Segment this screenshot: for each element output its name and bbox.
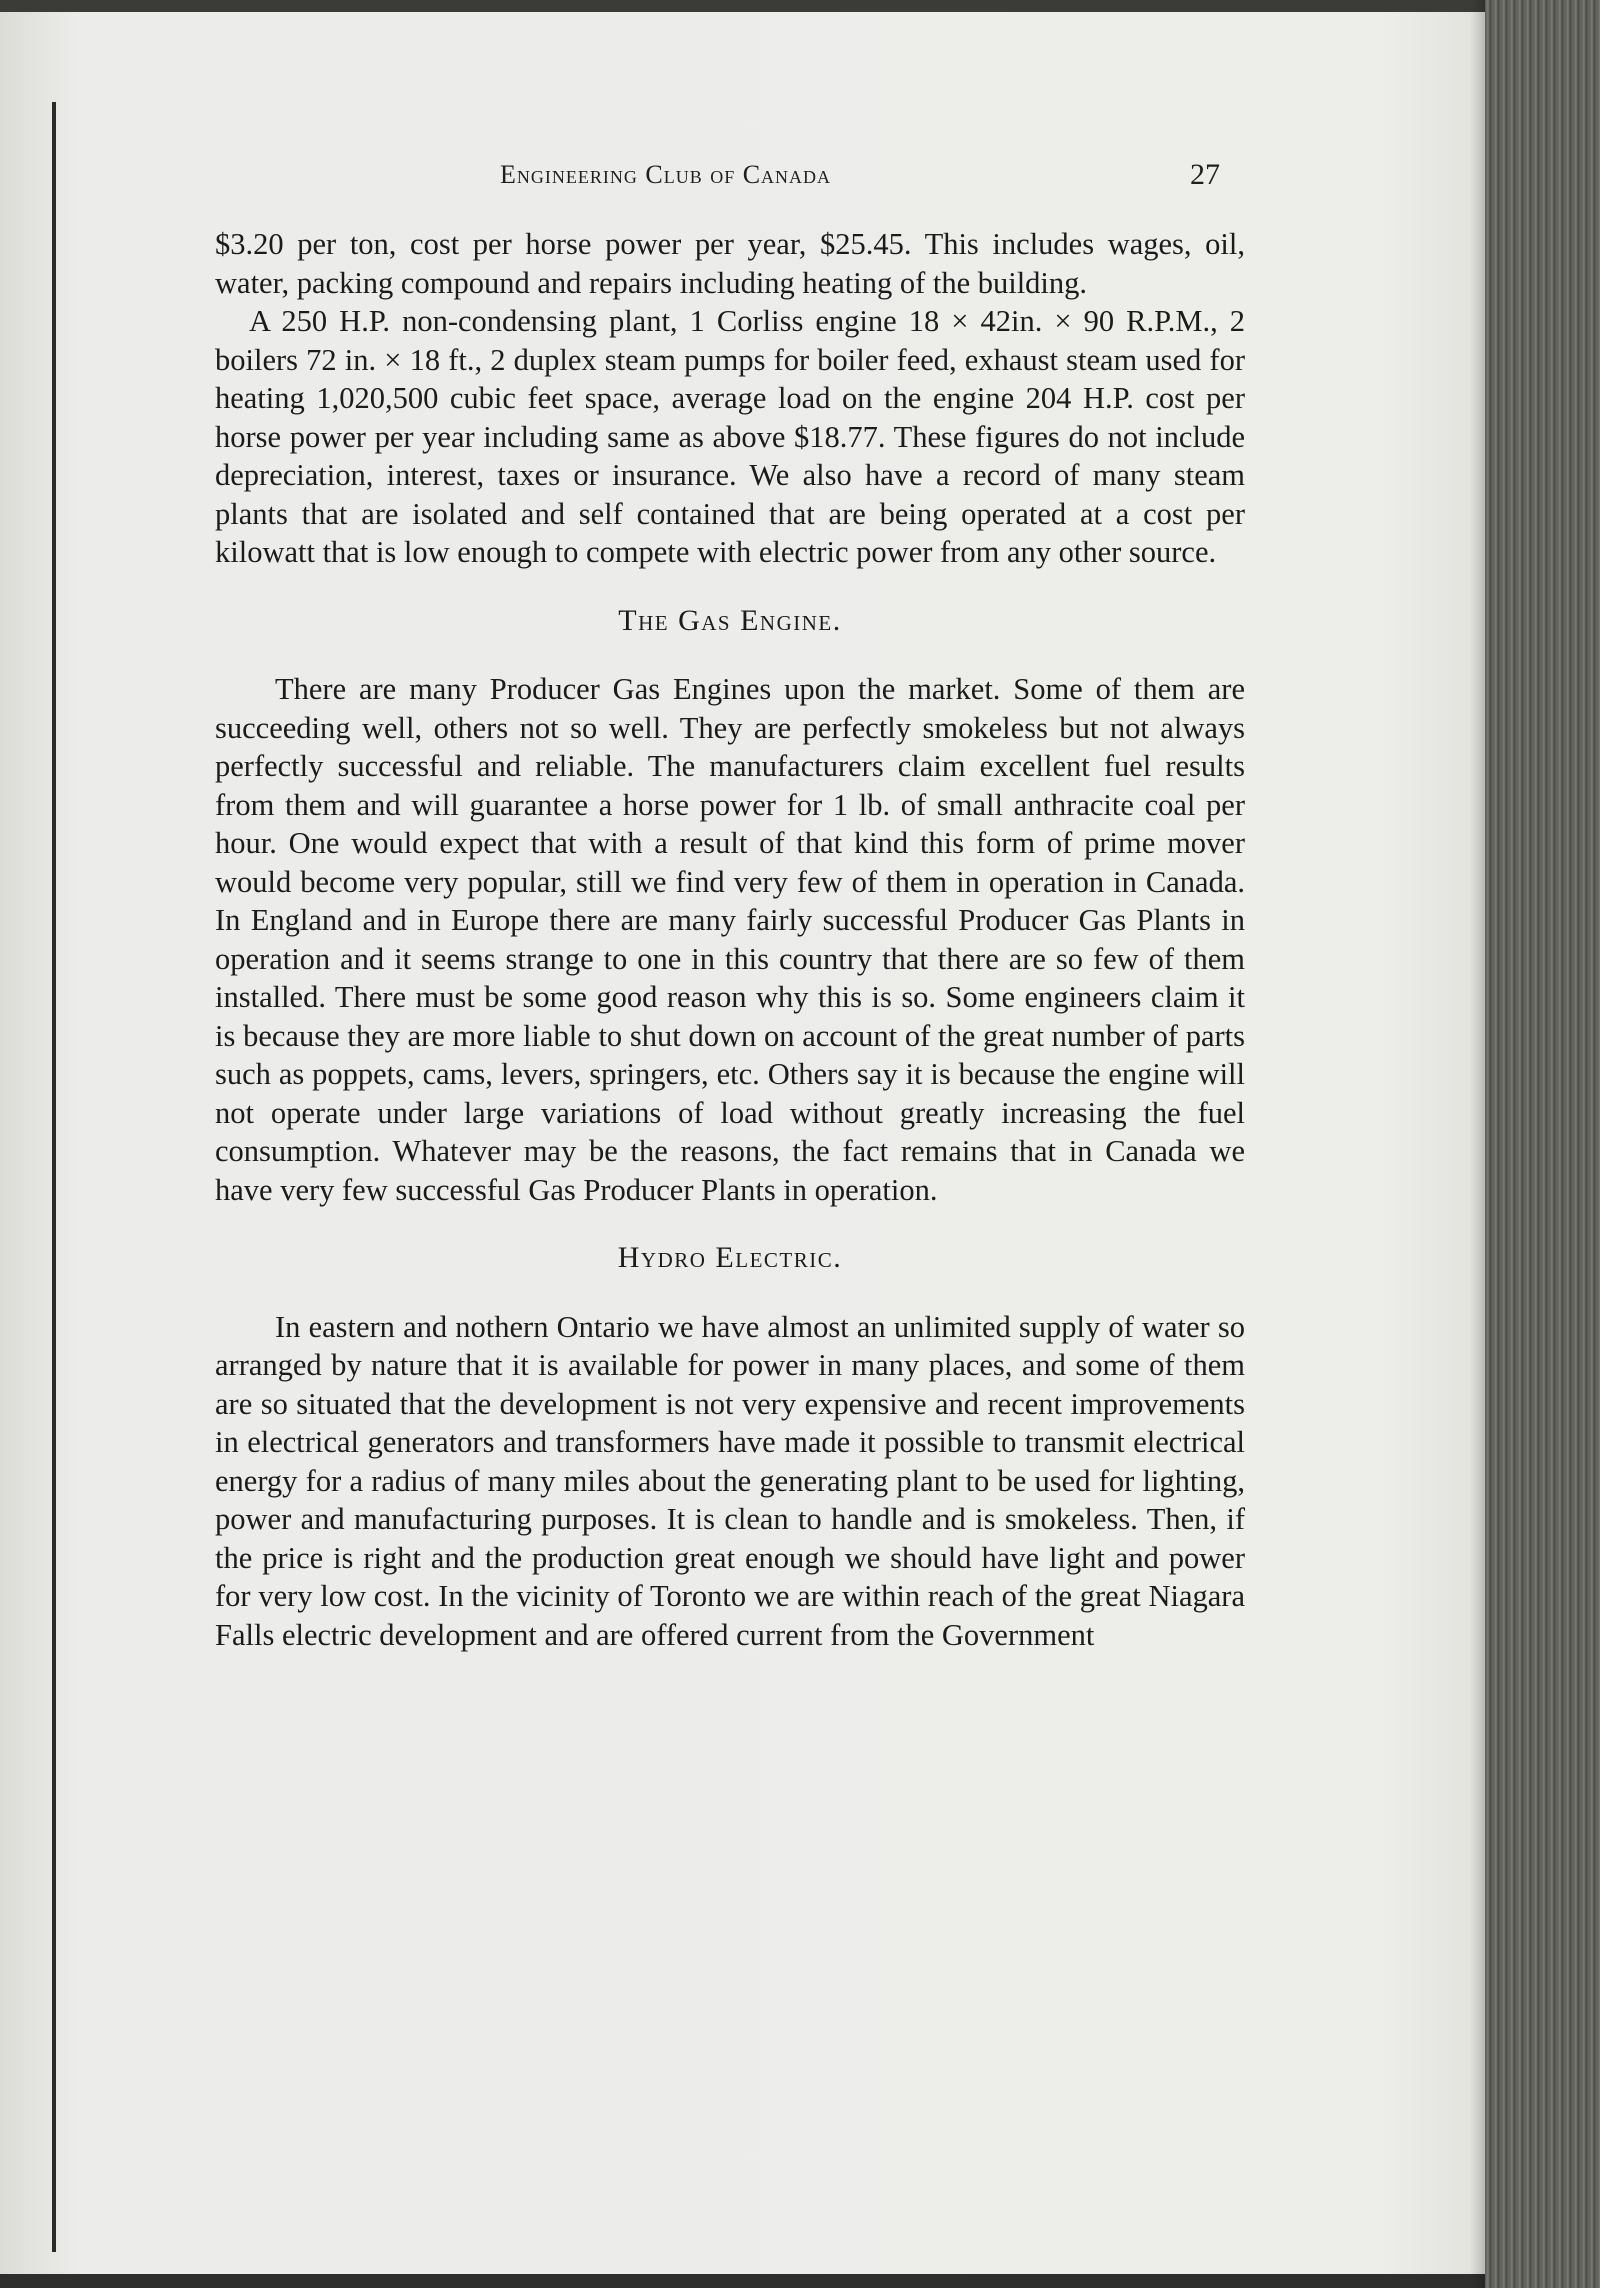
paragraph-steam-costs: $3.20 per ton, cost per horse power per year, $25.45. This includes wages, oil, water, packing compound and repairs including heating of the building. [215, 227, 1245, 300]
page-header [500, 160, 1220, 200]
section-heading-hydro-electric: Hydro Electric. [617, 1241, 843, 1274]
section-heading-gas-engine: The Gas Engine. [618, 603, 842, 637]
body-text [215, 225, 1245, 1654]
paragraph-noncondensing-plant: A 250 H.P. non-condensing plant, 1 Corliss engine 18 × 42in. × 90 R.P.M., 2 boilers 72 in. × 18 ft., 2 duplex steam pumps for boiler feed, exhaust steam used for heating 1,020,500 cubic feet space, average load on the engine 204 H.P. cost per horse power per year including same as above $18.77. These figures do not include depreciation, interest, taxes or insurance. We also have a record of many steam plants that are isolated and self contained that are being operated at a cost per kilowatt that is low enough to compete with electric power from any other source. [215, 304, 1245, 569]
paragraph-gas-engine: There are many Producer Gas Engines upon the market. Some of them are succeeding well, others not so well. They are perfectly smokeless but not always perfectly successful and reliable. The manufacturers claim excellent fuel results from them and will guarantee a horse power for 1 lb. of small anthracite coal per hour. One would expect that with a result of that kind this form of prime mover would become very popular, still we find very few of them in operation in Canada. In England and in Europe there are many fairly successful Producer Gas Plants in operation and it seems strange to one in this country that there are so few of them installed. There must be some good reason why this is so. Some engineers claim it is because they are more liable to shut down on account of the great number of parts such as poppets, cams, levers, springers, etc. Others say it is because the engine will not operate under large variations of load without greatly increasing the fuel consumption. Whatever may be the reasons, the fact remains that in Canada we have very few successful Gas Producer Plants in operation. [215, 672, 1245, 1207]
binding-edge-line [52, 102, 56, 2252]
running-head: Engineering Club of Canada [500, 160, 832, 189]
page-number: 27 [1190, 158, 1220, 191]
book-fore-edge [1485, 0, 1600, 2288]
paragraph-hydro-electric: In eastern and nothern Ontario we have almost an unlimited supply of water so arranged by nature that it is available for power in many places, and some of them are so situated that the development is not very expensive and recent improvements in electrical generators and transformers have made it possible to transmit electrical energy for a radius of many miles about the generating plant to be used for lighting, power and manufacturing purposes. It is clean to handle and is smokeless. Then, if the price is right and the production great enough we should have light and power for very low cost. In the vicinity of Toronto we are within reach of the great Niagara Falls electric development and are offered current from the Government [215, 1309, 1245, 1652]
